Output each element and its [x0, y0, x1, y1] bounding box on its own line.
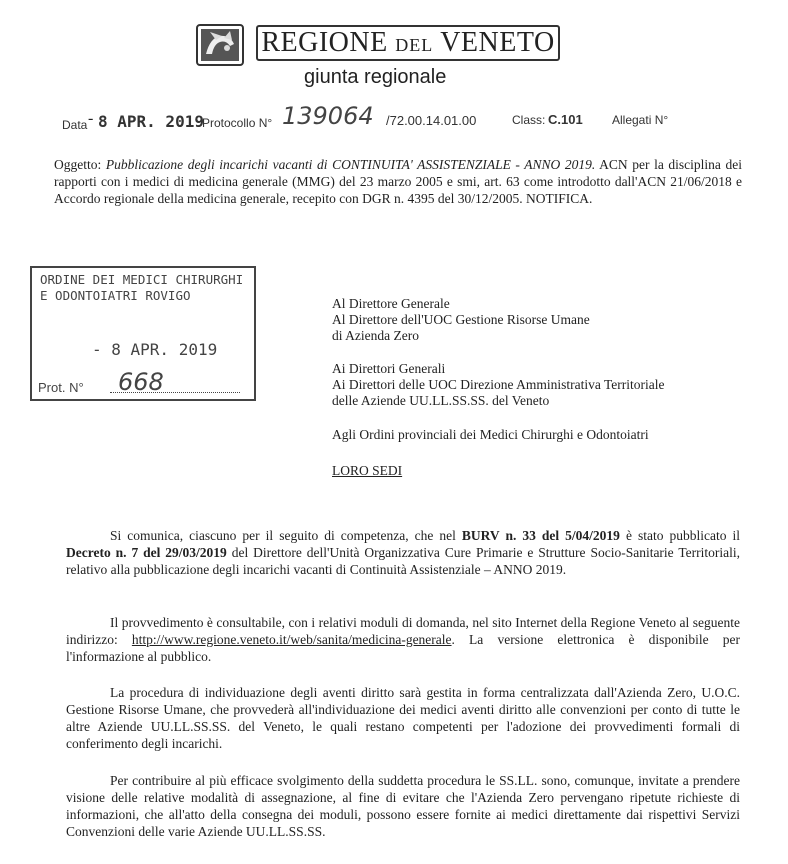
data-label: Data [62, 118, 88, 132]
recipient-line: di Azienda Zero [332, 328, 419, 343]
p2-text: Il provvedimento è consultabile, con i relativi moduli di domanda, nel sito Internet della Regione Veneto al seguente indirizzo: [66, 615, 740, 647]
stamp-line-2: E ODONTOIATRI ROVIGO [40, 288, 191, 303]
p1-burv: BURV n. 33 del 5/04/2019 [461, 528, 620, 543]
data-value: 8 APR. 2019 [98, 112, 204, 131]
recipient-line: Al Direttore dell'UOC Gestione Risorse Umane [332, 312, 590, 327]
protocollo-label: Protocollo N° [202, 116, 273, 130]
title-veneto: VENETO [433, 27, 555, 58]
recipient-line: Ai Direttori delle UOC Direzione Amministrativa Territoriale [332, 377, 665, 392]
protocollo-code: /72.00.14.01.00 [386, 113, 477, 128]
oggetto-label: Oggetto: [54, 157, 106, 172]
letterhead-subtitle: giunta regionale [304, 66, 447, 88]
p1-text: è stato pubblicato il [619, 528, 740, 543]
allegati-label: Allegati N° [612, 113, 669, 127]
stamp-prot-number: 668 [118, 368, 164, 396]
stamp-date: - 8 APR. 2019 [92, 340, 218, 359]
oggetto-italic: Pubblicazione degli incarichi vacanti di CONTINUITA' ASSISTENZIALE - ANNO 2019. [105, 157, 596, 172]
regione-veneto-seal-logo [196, 24, 244, 66]
title-del: DEL [395, 35, 434, 55]
recipient-group-3: Agli Ordini provinciali dei Medici Chirurghi e Odontoiatri [332, 427, 649, 442]
stamp-line-1: ORDINE DEI MEDICI CHIRURGHI [40, 272, 244, 287]
classe-label: Class: [512, 113, 546, 127]
p1-decreto: Decreto n. 7 del 29/03/2019 [66, 545, 227, 560]
body-paragraph-3: La procedura di individuazione degli aventi diritto sarà gestita in forma centralizzata dall'Azienda Zero, U.O.C. Gestione Risorse Umane, che provvederà all'individuazione dei medici aventi diritto alle convenzioni per conto di tutte le altre Aziende UU.LL.SS.SS. del Veneto, le quali restano competenti per l'adozione dei provvedimenti formali di conferimento degli incarichi. [66, 685, 740, 751]
recipient-line: Ai Direttori Generali [332, 361, 446, 376]
stamp-prot-label: Prot. N° [38, 380, 84, 395]
classe-value: C.101 [548, 112, 583, 127]
regione-veneto-link[interactable]: http://www.regione.veneto.it/web/sanita/medicina-generale [131, 632, 452, 647]
letterhead-title [256, 25, 560, 61]
p2-text: . La versione elettronica è disponibile per l'informazione al pubblico. [66, 632, 740, 664]
body-paragraph-1 [66, 527, 740, 578]
protocollo-handwritten-number: 139064 [282, 102, 374, 130]
oggetto-subject [54, 156, 742, 207]
stamp-dotted-line [110, 392, 240, 393]
received-stamp [30, 266, 256, 401]
data-dash: - [88, 110, 94, 127]
loro-sedi: LORO SEDI [332, 463, 403, 478]
recipient-group-1 [332, 296, 590, 344]
oggetto-rest: ACN per la disciplina dei rapporti con i medici di medicina generale (MMG) del 23 marzo 2005 e smi, art. 63 come introdotto dall'ACN 21/06/2018 e Accordo regionale della medicina generale, recepito con DGR n. 4395 del 30/12/2005. NOTIFICA. [54, 157, 743, 206]
recipient-line: delle Aziende UU.LL.SS.SS. del Veneto [332, 393, 550, 408]
body-paragraph-2 [66, 614, 740, 665]
body-paragraph-4: Per contribuire al più efficace svolgimento della suddetta procedura le SS.LL. sono, comunque, invitate a prendere visione delle relative modalità di assegnazione, al fine di evitare che l'Azienda Zero pervengano ripetute richieste di informazioni, che all'atto della consegna dei moduli, possono essere fornite ai medici direttamente dai rispettivi Servizi Convenzioni delle varie Aziende UU.LL.SS.SS. [66, 773, 740, 839]
p1-text: del Direttore dell'Unità Organizzativa Cure Primarie e Strutture Socio-Sanitarie Territoriali, relativo alla pubblicazione degli incarichi vacanti di Continuità Assistenziale – ANNO 2019. [66, 545, 741, 577]
p1-text: Si comunica, ciascuno per il seguito di competenza, che nel [110, 528, 462, 543]
recipient-group-2 [332, 361, 664, 409]
recipient-line: Al Direttore Generale [332, 296, 450, 311]
title-regione: REGIONE [261, 27, 396, 58]
